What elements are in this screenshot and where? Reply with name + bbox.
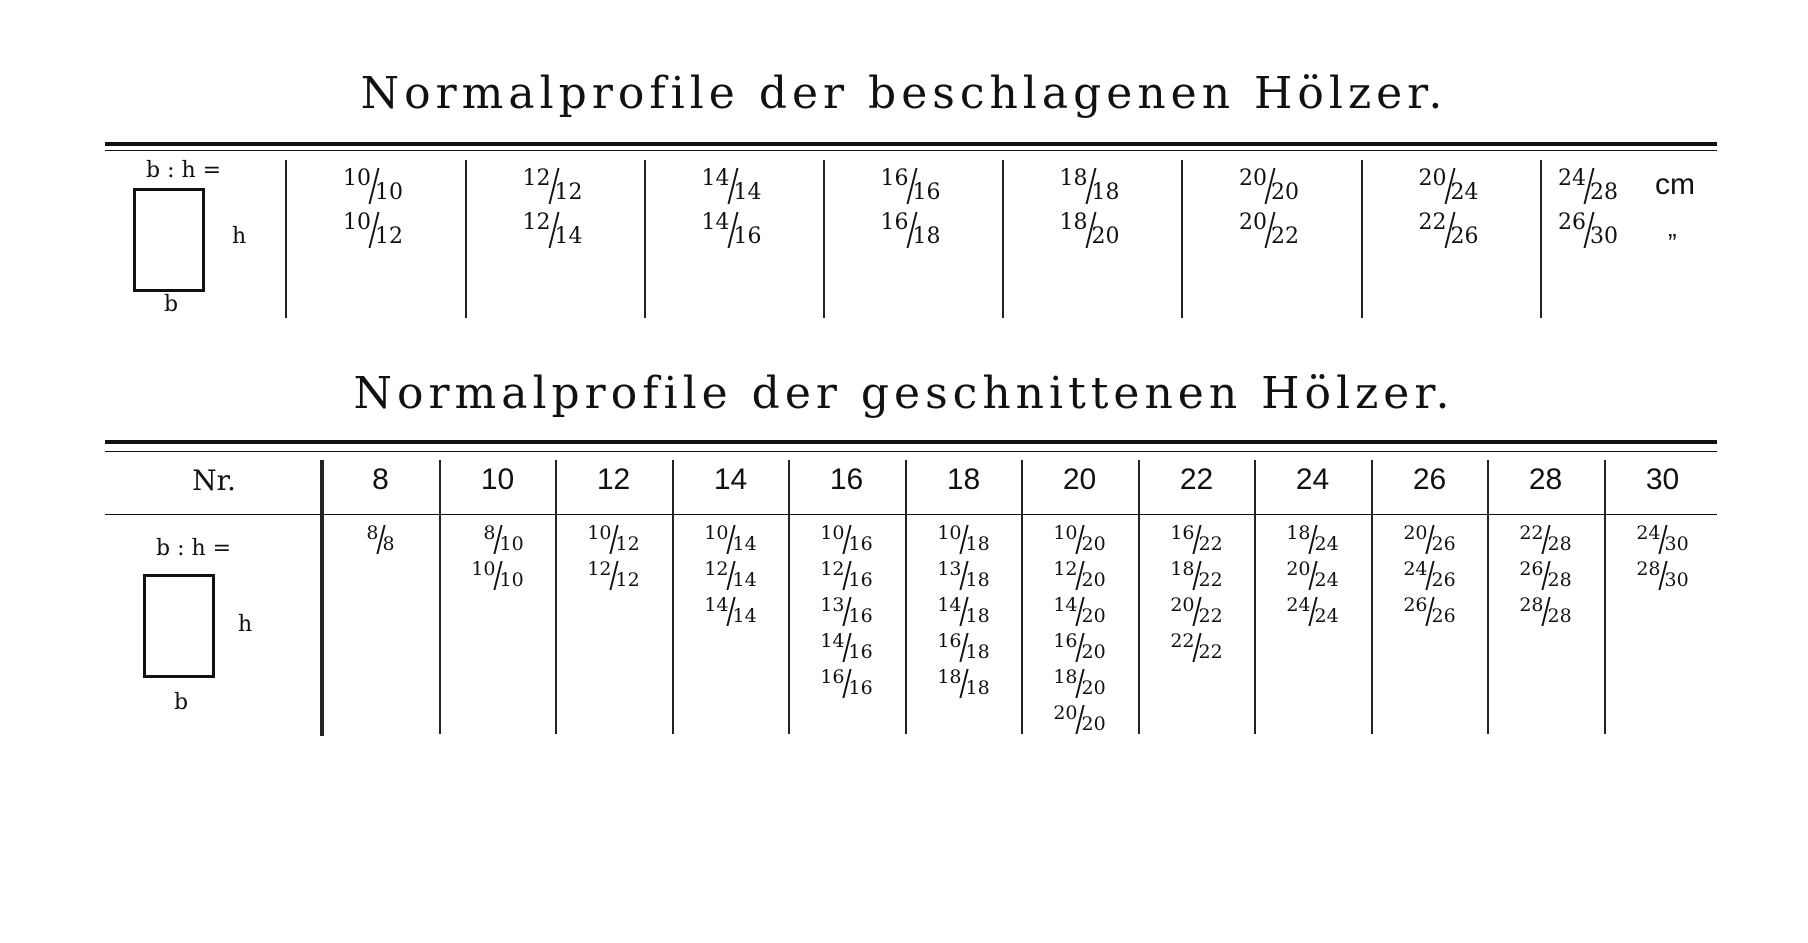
b-label-1: b (164, 292, 179, 317)
fraction (695, 558, 767, 594)
fraction-numerator: 14 (701, 210, 730, 235)
fraction-numerator: 26 (1558, 210, 1586, 235)
fraction-denominator: 16 (848, 569, 873, 591)
fraction-numerator: 16 (937, 630, 962, 652)
fraction (811, 666, 883, 702)
fraction-numerator: 10 (937, 522, 962, 544)
fraction-numerator: 16 (1053, 630, 1078, 652)
fraction (694, 166, 774, 210)
fraction (462, 558, 534, 594)
fraction (811, 630, 883, 666)
fraction (1627, 522, 1699, 558)
nr-column-header: 20 (1062, 463, 1097, 496)
fraction-numerator: 10 (343, 166, 371, 191)
fraction-numerator: 18 (937, 666, 962, 688)
title-beschlagen: Normalprofile der beschlagenen Hölzer. (360, 68, 1448, 119)
fraction-numerator: 10 (587, 522, 612, 544)
fraction-numerator: 12 (587, 558, 612, 580)
nr-header: Nr. (192, 463, 236, 497)
fraction (1510, 594, 1582, 630)
fraction (873, 210, 953, 254)
fraction-numerator: 14 (820, 630, 845, 652)
fraction-numerator: 10 (1053, 522, 1078, 544)
fraction-denominator: 20 (1271, 180, 1299, 205)
fraction-denominator: 10 (499, 569, 524, 591)
fraction-numerator: 28 (1519, 594, 1544, 616)
fraction (1052, 166, 1132, 210)
fraction-denominator: 16 (848, 533, 873, 555)
fraction (1044, 630, 1116, 666)
fraction-denominator: 26 (1431, 533, 1456, 555)
fraction-denominator: 18 (1091, 180, 1120, 205)
nr-column-header: 28 (1528, 463, 1563, 496)
fraction-numerator: 18 (1053, 666, 1078, 688)
profile-column (322, 522, 439, 558)
fraction (1044, 594, 1116, 630)
h-label-1: h (232, 224, 247, 249)
fraction (928, 666, 1000, 702)
fraction-denominator: 12 (615, 569, 640, 591)
fraction-denominator: 18 (912, 224, 941, 249)
fraction-numerator: 18 (1170, 558, 1195, 580)
profile-column (465, 166, 644, 254)
fraction (1161, 630, 1233, 666)
fraction-denominator: 24 (1314, 605, 1339, 627)
fraction (811, 522, 883, 558)
fraction-denominator: 10 (375, 180, 403, 205)
fraction (1161, 594, 1233, 630)
fraction-denominator: 14 (554, 224, 583, 249)
fraction-denominator: 14 (732, 569, 757, 591)
nr-column-header: 10 (480, 463, 515, 496)
fraction-denominator: 22 (1271, 224, 1299, 249)
fraction-denominator: 30 (1590, 224, 1618, 249)
fraction (1627, 558, 1699, 594)
unit-ditto: ” (1668, 228, 1677, 258)
nr-column-header: 12 (596, 463, 631, 496)
fraction-denominator: 14 (732, 533, 757, 555)
fraction (1510, 522, 1582, 558)
fraction-numerator: 13 (937, 558, 962, 580)
fraction-numerator: 22 (1418, 210, 1447, 235)
nr-column-header: 18 (946, 463, 981, 496)
fraction (928, 522, 1000, 558)
fraction (1277, 558, 1349, 594)
fraction (515, 210, 595, 254)
fraction-numerator: 16 (880, 166, 909, 191)
fraction-denominator: 28 (1547, 605, 1572, 627)
profile-column (905, 522, 1022, 702)
fraction-denominator: 16 (848, 677, 873, 699)
fraction-denominator: 20 (1091, 224, 1120, 249)
fraction-numerator: 12 (704, 558, 729, 580)
fraction-denominator: 16 (848, 605, 873, 627)
fraction (335, 166, 415, 210)
unit-cm: cm (1655, 168, 1695, 201)
fraction (578, 522, 650, 558)
profile-column (1487, 522, 1604, 630)
profile-column (1540, 166, 1640, 254)
rule-top-2 (105, 440, 1717, 444)
fraction-denominator: 12 (554, 180, 583, 205)
profile-column (1361, 166, 1540, 254)
fraction (1231, 210, 1311, 254)
fraction (811, 594, 883, 630)
fraction (335, 210, 415, 254)
fraction-numerator: 20 (1418, 166, 1447, 191)
rule-header-2 (105, 514, 1717, 515)
profile-column (1254, 522, 1371, 630)
profile-column (555, 522, 672, 594)
fraction-numerator: 10 (471, 558, 496, 580)
fraction-numerator: 12 (522, 210, 551, 235)
fraction-denominator: 20 (1081, 533, 1106, 555)
fraction (694, 210, 774, 254)
fraction-denominator: 22 (1198, 641, 1223, 663)
fraction (462, 522, 534, 558)
ratio-label-2: b : h = (156, 536, 232, 561)
fraction (1044, 522, 1116, 558)
fraction (1411, 166, 1491, 210)
fraction-denominator: 22 (1198, 605, 1223, 627)
fraction-denominator: 18 (965, 677, 990, 699)
profile-rect-2 (143, 574, 215, 678)
fraction (1161, 522, 1233, 558)
fraction-numerator: 12 (522, 166, 551, 191)
fraction-numerator: 24 (1286, 594, 1311, 616)
fraction-denominator: 28 (1547, 533, 1572, 555)
profile-column (1138, 522, 1255, 666)
fraction (928, 558, 1000, 594)
fraction-denominator: 16 (733, 224, 762, 249)
fraction (1277, 522, 1349, 558)
fraction-denominator: 22 (1198, 569, 1223, 591)
fraction-denominator: 10 (499, 533, 524, 555)
fraction (1394, 594, 1466, 630)
fraction-denominator: 30 (1664, 533, 1689, 555)
fraction-numerator: 22 (1170, 630, 1195, 652)
fraction-denominator: 18 (965, 641, 990, 663)
fraction-numerator: 20 (1239, 166, 1267, 191)
fraction-numerator: 24 (1636, 522, 1661, 544)
fraction-numerator: 26 (1403, 594, 1428, 616)
fraction-numerator: 10 (820, 522, 845, 544)
fraction-numerator: 18 (1286, 522, 1311, 544)
fraction-numerator: 20 (1170, 594, 1195, 616)
fraction (1550, 210, 1630, 254)
fraction-numerator: 12 (820, 558, 845, 580)
fraction-numerator: 18 (1059, 210, 1088, 235)
fraction (1044, 666, 1116, 702)
profile-column (1371, 522, 1488, 630)
fraction-denominator: 18 (965, 533, 990, 555)
fraction-numerator: 18 (1059, 166, 1088, 191)
fraction-numerator: 20 (1286, 558, 1311, 580)
h-label-2: h (238, 612, 253, 637)
fraction-denominator: 20 (1081, 677, 1106, 699)
profile-column (1604, 522, 1721, 594)
fraction-numerator: 8 (366, 522, 379, 544)
nr-column-header: 22 (1179, 463, 1214, 496)
fraction (1550, 166, 1630, 210)
fraction (928, 630, 1000, 666)
fraction-numerator: 14 (701, 166, 730, 191)
fraction-numerator: 12 (1053, 558, 1078, 580)
profile-column (644, 166, 823, 254)
fraction-denominator: 24 (1314, 533, 1339, 555)
rule-top-1 (105, 142, 1717, 146)
profile-column (1181, 166, 1361, 254)
fraction-numerator: 13 (820, 594, 845, 616)
nr-column-header: 14 (713, 463, 748, 496)
nr-column-header: 30 (1645, 463, 1680, 496)
fraction (1394, 558, 1466, 594)
b-label-2: b (174, 690, 189, 715)
profile-column (1021, 522, 1138, 738)
fraction-denominator: 14 (733, 180, 762, 205)
ratio-label-1: b : h = (146, 158, 222, 183)
fraction (515, 166, 595, 210)
title-geschnitten: Normalprofile der geschnittenen Hölzer. (353, 368, 1455, 419)
fraction (1394, 522, 1466, 558)
fraction-numerator: 20 (1053, 702, 1078, 724)
nr-column-header: 16 (829, 463, 864, 496)
fraction-denominator: 18 (965, 605, 990, 627)
fraction-denominator: 16 (848, 641, 873, 663)
profile-column (285, 166, 465, 254)
profile-rect-1 (133, 188, 205, 292)
fraction (1044, 702, 1116, 738)
fraction (695, 594, 767, 630)
fraction-numerator: 16 (1170, 522, 1195, 544)
nr-column-header: 24 (1295, 463, 1330, 496)
fraction-numerator: 14 (704, 594, 729, 616)
fraction-numerator: 16 (880, 210, 909, 235)
nr-column-header: 8 (372, 463, 389, 496)
fraction-denominator: 20 (1081, 605, 1106, 627)
fraction (345, 522, 417, 558)
fraction-denominator: 12 (615, 533, 640, 555)
fraction-denominator: 16 (912, 180, 941, 205)
fraction-denominator: 20 (1081, 569, 1106, 591)
profile-column (439, 522, 556, 594)
fraction (811, 558, 883, 594)
fraction (1044, 558, 1116, 594)
nr-column-header: 26 (1412, 463, 1447, 496)
fraction (1052, 210, 1132, 254)
fraction-denominator: 24 (1450, 180, 1479, 205)
fraction (1231, 166, 1311, 210)
fraction-denominator: 22 (1198, 533, 1223, 555)
fraction-denominator: 20 (1081, 713, 1106, 735)
fraction-denominator: 12 (375, 224, 403, 249)
fraction-denominator: 26 (1431, 569, 1456, 591)
fraction-denominator: 26 (1431, 605, 1456, 627)
profile-column (823, 166, 1002, 254)
fraction-numerator: 20 (1403, 522, 1428, 544)
fraction-denominator: 28 (1547, 569, 1572, 591)
rule-top-2b (105, 451, 1717, 452)
fraction-denominator: 8 (382, 533, 395, 555)
fraction-denominator: 30 (1664, 569, 1689, 591)
profile-column (1002, 166, 1181, 254)
fraction-numerator: 24 (1403, 558, 1428, 580)
fraction-denominator: 20 (1081, 641, 1106, 663)
fraction-denominator: 26 (1450, 224, 1479, 249)
fraction (695, 522, 767, 558)
fraction (578, 558, 650, 594)
fraction-numerator: 22 (1519, 522, 1544, 544)
fraction-numerator: 8 (483, 522, 496, 544)
fraction-numerator: 16 (820, 666, 845, 688)
fraction (1161, 558, 1233, 594)
fraction (1510, 558, 1582, 594)
fraction (928, 594, 1000, 630)
fraction-numerator: 24 (1558, 166, 1586, 191)
fraction-numerator: 14 (937, 594, 962, 616)
fraction-numerator: 26 (1519, 558, 1544, 580)
fraction (1411, 210, 1491, 254)
fraction-denominator: 18 (965, 569, 990, 591)
fraction-denominator: 14 (732, 605, 757, 627)
fraction-numerator: 28 (1636, 558, 1661, 580)
fraction-numerator: 20 (1239, 210, 1267, 235)
fraction-numerator: 10 (704, 522, 729, 544)
rule-top-1b (105, 150, 1717, 151)
fraction-numerator: 10 (343, 210, 371, 235)
fraction-numerator: 14 (1053, 594, 1078, 616)
fraction-denominator: 24 (1314, 569, 1339, 591)
profile-column (672, 522, 789, 630)
fraction (873, 166, 953, 210)
fraction-denominator: 28 (1590, 180, 1618, 205)
profile-column (788, 522, 905, 702)
fraction (1277, 594, 1349, 630)
